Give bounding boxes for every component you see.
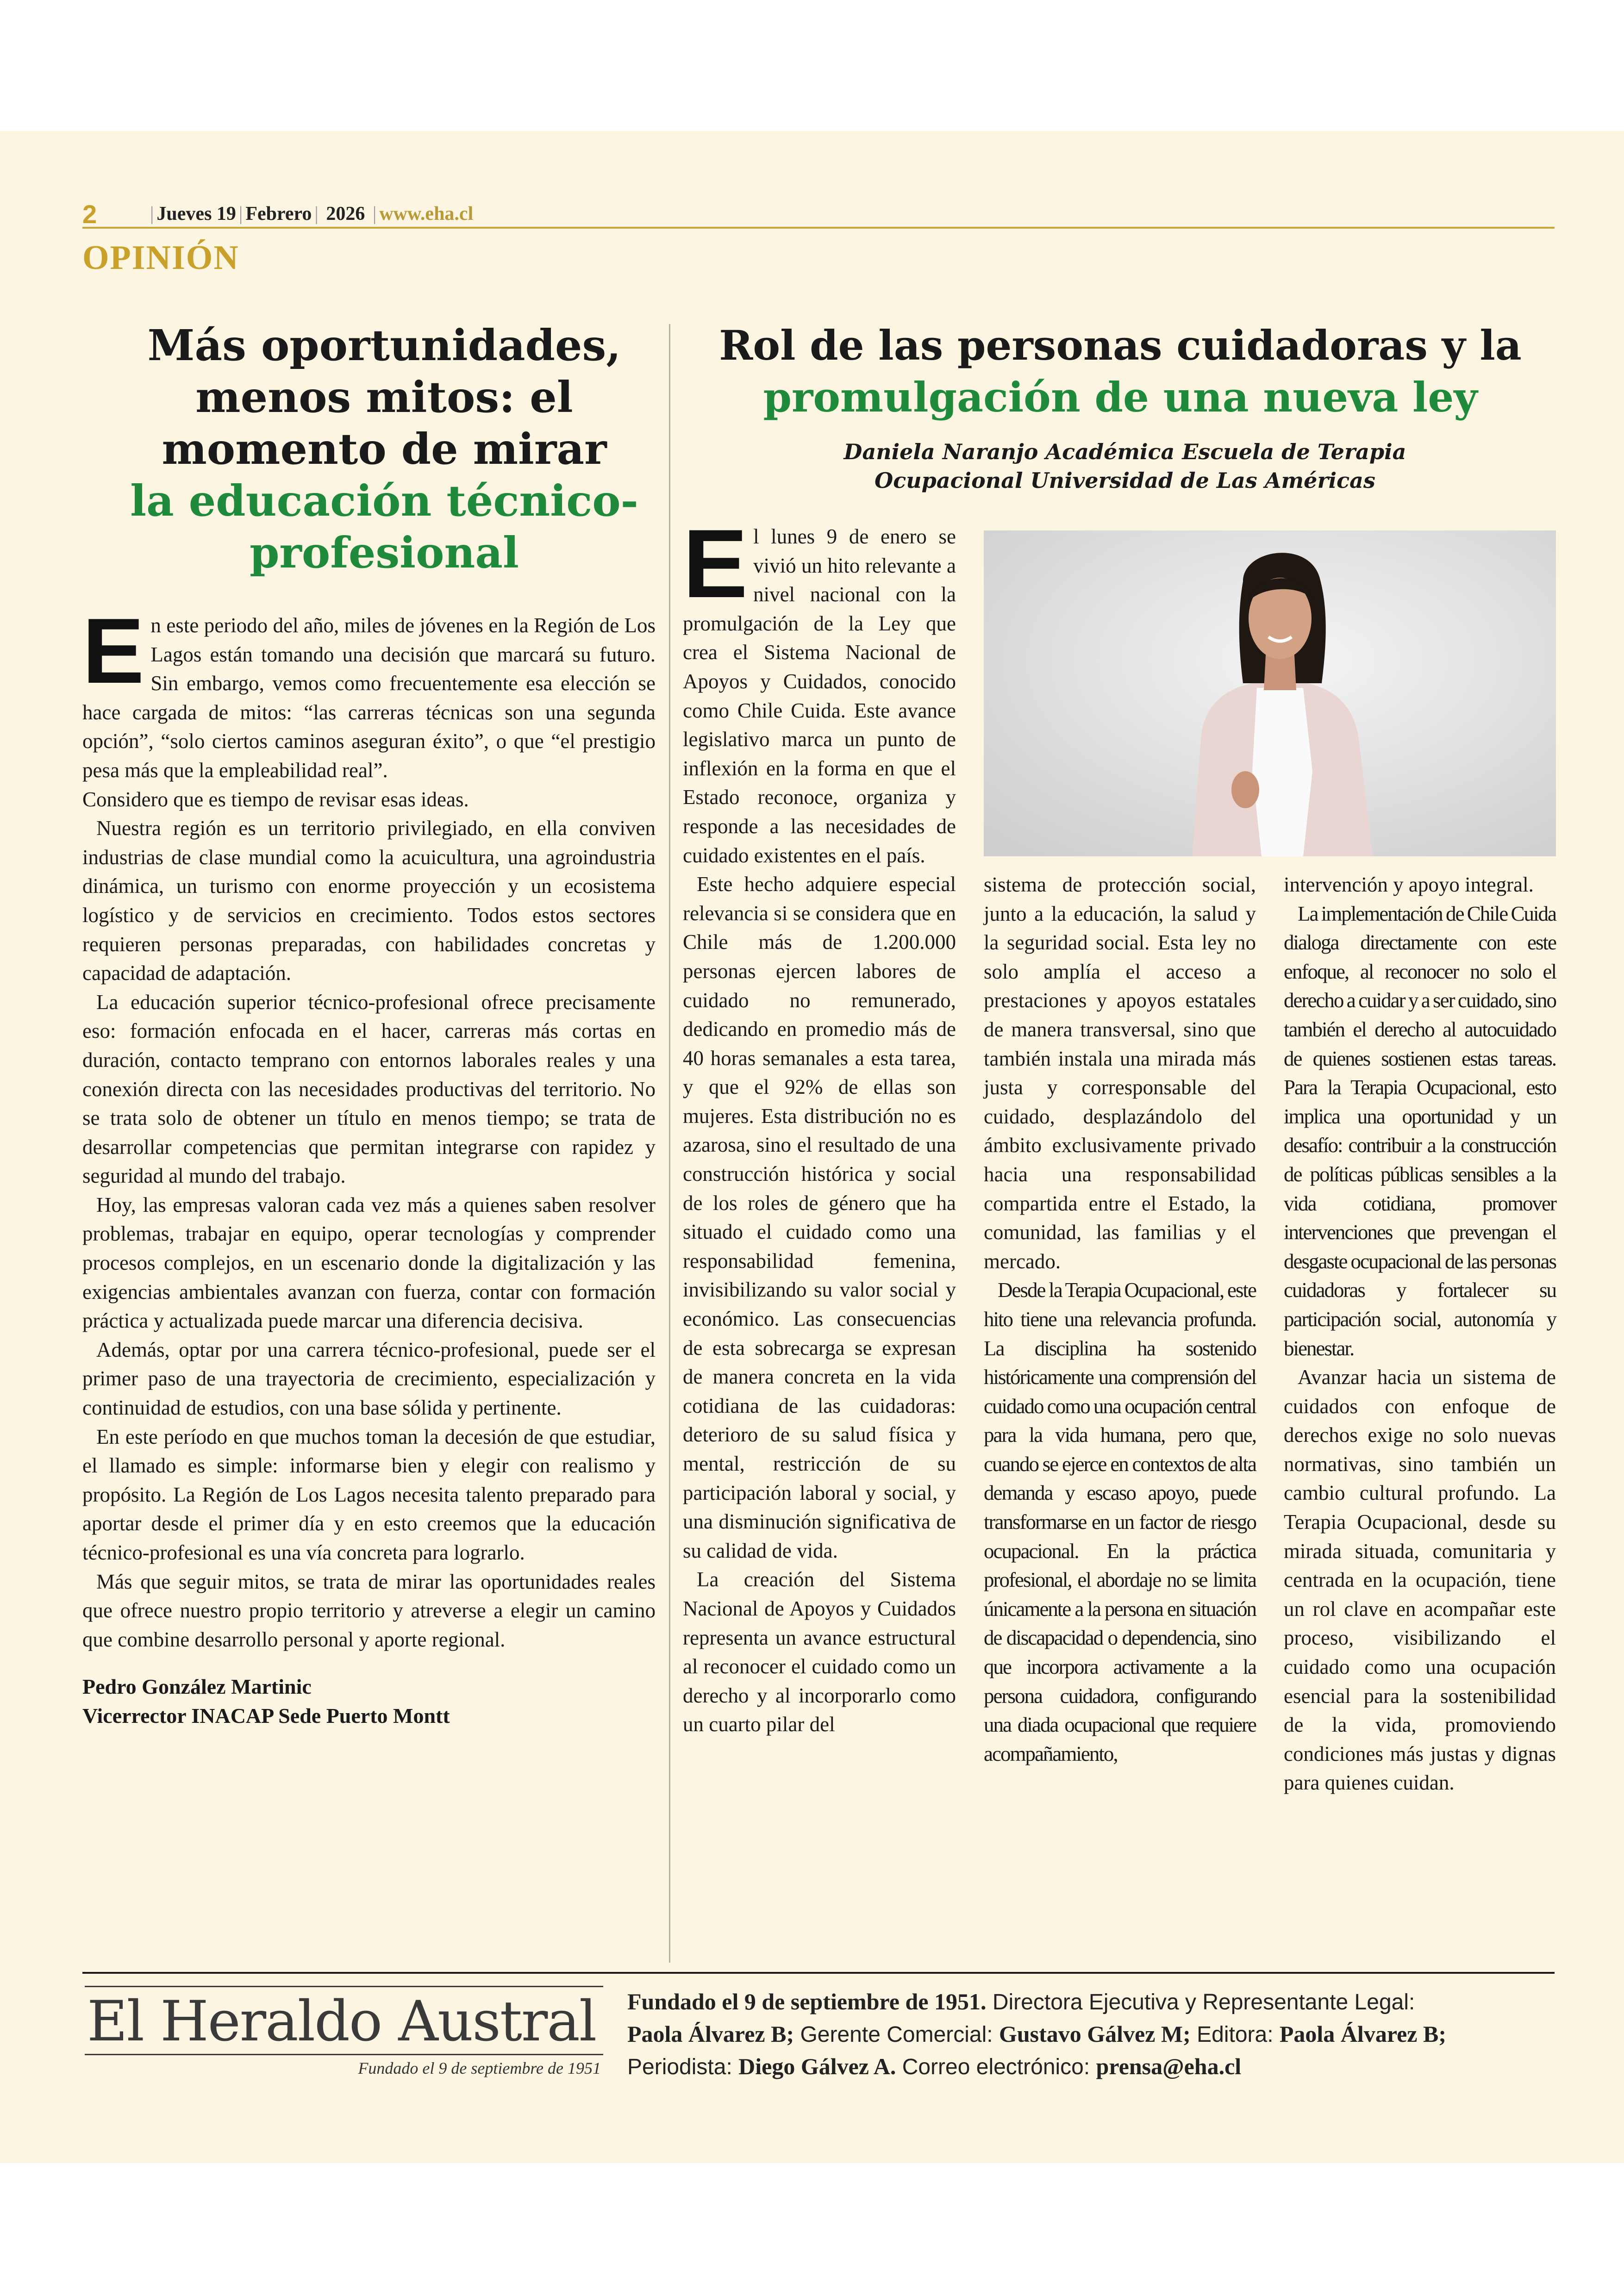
author-photo	[984, 530, 1556, 856]
paragraph: Avanzar hacia un sistema de cuidados con enfoque de derechos exige no solo nuevas normativas, sino también un cambio cultural profundo. La Terapia Ocupacional, desde su mirada situada, comunitaria y centrada en la ocupación, tiene un rol clave en acompañar este proceso, visibilizando el cuidado como una ocupación esencial para la sostenibilidad de la vida, promoviendo condiciones más justas y dignas para quienes cuidan.	[1284, 1366, 1556, 1795]
right-title-black: Rol de las personas cuidadoras y la	[719, 321, 1522, 369]
logo-bottom-rule	[85, 2054, 603, 2055]
weekday: Jueves	[156, 203, 212, 225]
page-header	[82, 199, 1555, 229]
portrait-image	[984, 530, 1556, 856]
email-link[interactable]: prensa@eha.cl	[1096, 2053, 1242, 2079]
masthead-credits	[627, 1986, 1553, 2083]
year: 2026	[326, 203, 365, 225]
drop-cap: E	[82, 599, 144, 703]
paragraph: Además, optar por una carrera técnico-profesional, puede ser el primer paso de una trayectoria de crecimiento, especialización y continuidad de estudios, con una base sólida y pertinente.	[82, 1338, 656, 1420]
column-divider	[669, 324, 670, 1963]
paragraph: En este período en que muchos toman la decesión de que estudiar, el llamado es simple: informarse bien y elegir con realismo y propósito. La Región de Los Lagos necesita talento preparado para aportar desde el primer día y en esto creemos que la educación técnico-profesional es una vía concreta para lograrlo.	[82, 1425, 656, 1564]
paragraph: Este hecho adquiere especial relevancia si se considera que en Chile más de 1.200.000 personas ejercen labores de cuidado no remunerado, dedicando en promedio más de 40 horas semanales a esta tarea, y que el 92% de ellas son mujeres. Esta distribución no es azarosa, sino el resultado de una construcción histórica y social de los roles de género que ha situado el cuidado como una responsabilidad femenina, invisibilizando su valor social y económico. Las consecuencias de esta sobrecarga se expresan de manera concreta en la vida cotidiana de las cuidadoras: deterioro de su salud física y mental, restricción de su participación laboral y social, y una disminución significativa de su calidad de vida.	[683, 873, 956, 1562]
website-link[interactable]: www.eha.cl	[379, 203, 474, 225]
day: 19	[216, 203, 236, 225]
paragraph: n este periodo del año, miles de jóvenes en la Región de Los Lagos están tomando una decisión que marcará su futuro. Sin embargo, vemos como frecuentemente esa elección se hace cargada de mitos: “las carreras técnicas son una segunda opción”, “solo ciertos caminos aseguran éxito”, o que “el prestigio pesa más que la empleabilidad real”.	[82, 614, 656, 782]
email-label: Correo electrónico:	[902, 2055, 1090, 2079]
left-article-title	[111, 319, 657, 579]
right-article-column-3	[1284, 870, 1556, 1797]
right-title-green: promulgación de una nueva ley	[763, 373, 1478, 421]
paragraph: l lunes 9 de enero se vivió un hito relevante a nivel nacional con la promulgación de la Ley que crea el Sistema Nacional de Apoyos y Cuidados, conocido como Chile Cuida. Este avance legislativo marca un punto de inflexión en la forma en que el Estado reconoce, organiza y responde a las necesidades de cuidado existentes en el país.	[683, 525, 956, 867]
director-name: Paola Álvarez B;	[627, 2021, 794, 2047]
left-article-body	[82, 599, 656, 1731]
section-title: OPINIÓN	[82, 239, 239, 277]
right-article-title	[685, 319, 1555, 423]
founded-text: Fundado el 9 de septiembre de 1951.	[627, 1989, 987, 2014]
right-article-column-1	[683, 509, 956, 1739]
paragraph: La educación superior técnico-profesional ofrece precisamente eso: formación enfocada en el hacer, carreras más cortas en duración, contacto temprano con entornos laborales reales y una conexión directa con las necesidades productivas del territorio. No se trata solo de obtener un título en menos tiempo; se trata de desarrollar competencias que permitan integrarse con rapidez y seguridad al mundo del trabajo.	[82, 990, 656, 1188]
byline-line-1: Daniela Naranjo Académica Escuela de Terapia	[843, 439, 1406, 464]
byline	[741, 437, 1509, 495]
drop-cap: E	[683, 509, 748, 618]
byline-line-2: Ocupacional Universidad de Las Américas	[874, 468, 1375, 493]
author-role: Vicerrector INACAP Sede Puerto Montt	[82, 1703, 450, 1727]
journalist-name: Diego Gálvez A.	[738, 2053, 896, 2079]
manager-name: Gustavo Gálvez M;	[999, 2021, 1191, 2047]
paragraph: La implementación de Chile Cuida dialoga directamente con este enfoque, al reconocer no solo el derecho a cuidar y a ser cuidado, sino también el derecho al autocuidado de quienes sostienen estas tareas. Para la Terapia Ocupacional, esto implica una oportunidad y un desafío: contribuir a la construcción de políticas públicas sensibles a la vida cotidiana, promover intervenciones que prevengan el desgaste ocupacional de las personas cuidadoras y fortalecer su participación social, autonomía y bienestar.	[1284, 902, 1556, 1360]
manager-label: Gerente Comercial:	[800, 2022, 993, 2047]
editor-label: Editora:	[1197, 2022, 1274, 2047]
left-title-green: la educación técnico-profesional	[130, 476, 638, 578]
page-number: 2	[82, 200, 97, 229]
paragraph: Hoy, las empresas valoran cada vez más a quienes saben resolver problemas, trabajar en equipo, operar tecnologías y comprender procesos complejos, en un escenario donde la digitalización y las exigencias ambientales avanzan con fuerza, contar con formación práctica y actualizada puede marcar una diferencia decisiva.	[82, 1193, 656, 1333]
paragraph: Más que seguir mitos, se trata de mirar las oportunidades reales que ofrece nuestro propio territorio y atreverse a elegir un camino que combine desarrollo personal y aporte regional.	[82, 1570, 656, 1651]
paragraph: sistema de protección social, junto a la educación, la salud y la seguridad social. Esta ley no solo amplía el acceso a prestaciones y apoyos estatales de manera transversal, sino que también instala una mirada más justa y corresponsable del cuidado, desplazándolo del ámbito exclusivamente privado hacia una responsabilidad compartida entre el Estado, la comunidad, las familias y el mercado.	[984, 873, 1256, 1273]
paragraph: intervención y apoyo integral.	[1284, 873, 1534, 896]
paragraph: Considero que es tiempo de revisar esas ideas.	[82, 787, 469, 811]
left-title-black: Más oportunidades, menos mitos: el momento de mirar	[147, 320, 621, 474]
editor-name: Paola Álvarez B;	[1279, 2021, 1446, 2047]
logo-name: El Heraldo Austral	[87, 1989, 596, 2054]
month: Febrero	[245, 203, 312, 225]
date-line: | Jueves 19 | Febrero | 2026 | www.eha.cl	[150, 203, 474, 225]
newspaper-logo	[82, 1982, 606, 2075]
author-name: Pedro González Martinic	[82, 1675, 312, 1699]
journalist-label: Periodista:	[627, 2055, 732, 2079]
paragraph: La creación del Sistema Nacional de Apoyos y Cuidados representa un avance estructural al reconocer el cuidado como un derecho y al incorporarlo como un cuarto pilar del	[683, 1568, 956, 1736]
logo-tagline: Fundado el 9 de septiembre de 1951	[358, 2059, 601, 2077]
footer-rule	[82, 1972, 1555, 1974]
right-article-column-2	[984, 870, 1256, 1768]
director-label: Directora Ejecutiva y Representante Legal:	[992, 1990, 1415, 2014]
paragraph: Desde la Terapia Ocupacional, este hito tiene una relevancia profunda. La disciplina ha sostenido históricamente una comprensión del cuidado como una ocupación central para la vida humana, pero que, cuando se ejerce en contextos de alta demanda y escaso apoyo, puede transformarse en un factor de riesgo ocupacional. En la práctica profesional, el abordaje no se limita únicamente a la persona en situación de discapacidad o dependencia, sino que incorpora activamente a la persona cuidadora, configurando una diada ocupacional que requiere acompañamiento,	[984, 1278, 1256, 1765]
logo-top-rule	[85, 1986, 603, 1987]
paragraph: Nuestra región es un territorio privilegiado, en ella conviven industrias de clase mundial como la acuicultura, una agroindustria dinámica, un turismo con enorme proyección y un ecosistema logístico y de servicios en crecimiento. Todos estos sectores requieren personas preparadas, con habilidades concretas y capacidad de adaptación.	[82, 817, 656, 985]
